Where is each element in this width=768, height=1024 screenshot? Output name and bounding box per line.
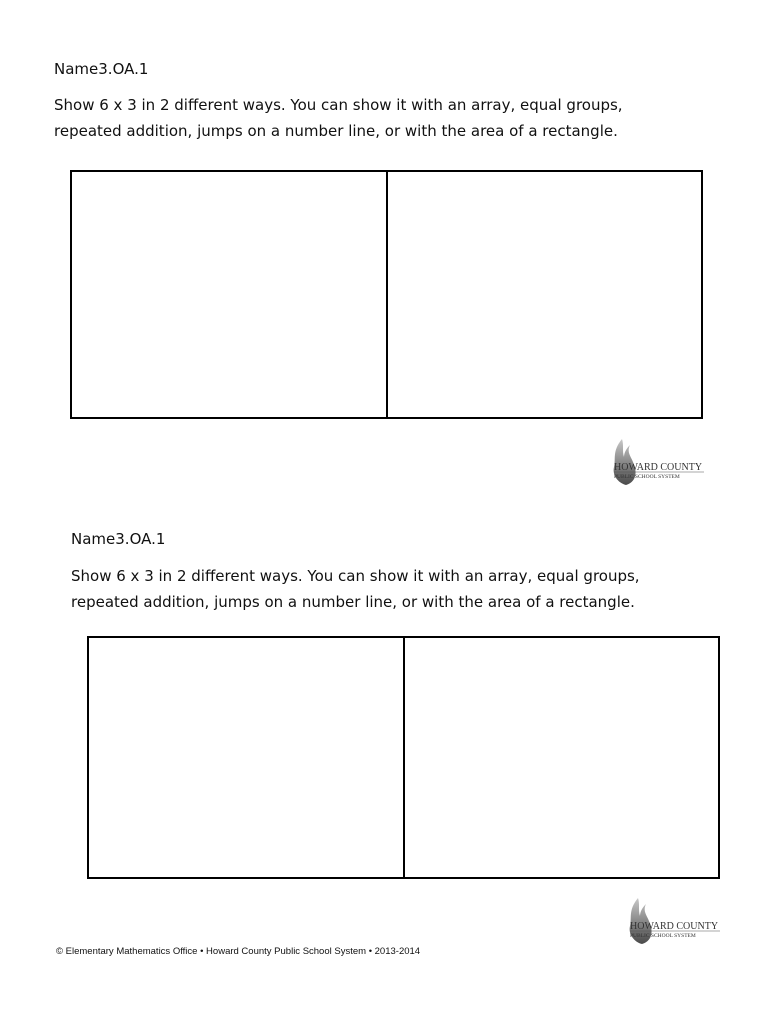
worksheet-1-header: Name3.OA.1 [54,60,149,78]
flame-logo-icon [608,437,708,487]
worksheet-2-instructions-line-2: repeated addition, jumps on a number line, or with the area of a rectangle. [71,593,635,611]
worksheet-1-instructions [54,92,623,144]
worksheet-1-instructions-line-1: Show 6 x 3 in 2 different ways. You can show it with an array, equal groups, [54,96,623,114]
worksheet-2-answer-box-left[interactable] [87,636,405,879]
worksheet-2-header: Name3.OA.1 [71,530,166,548]
worksheet-2-instructions-line-1: Show 6 x 3 in 2 different ways. You can show it with an array, equal groups, [71,567,640,585]
worksheet-2-instructions [71,563,640,615]
worksheet-1-answer-box-right[interactable] [386,170,703,419]
worksheet-1-answer-box-left[interactable] [70,170,388,419]
footer-copyright: © Elementary Mathematics Office • Howard County Public School System • 2013-2014 [56,946,421,957]
logo-text-line-1: HOWARD COUNTY [630,921,719,932]
howard-county-logo-1 [608,437,708,487]
logo-text-line-2: PUBLIC SCHOOL SYSTEM [614,474,680,480]
howard-county-logo-2 [624,896,724,946]
worksheet-2-answer-box-right[interactable] [403,636,720,879]
logo-text-line-2: PUBLIC SCHOOL SYSTEM [630,933,696,939]
worksheet-1-instructions-line-2: repeated addition, jumps on a number line, or with the area of a rectangle. [54,122,618,140]
logo-text-line-1: HOWARD COUNTY [614,462,703,473]
flame-logo-icon [624,896,724,946]
